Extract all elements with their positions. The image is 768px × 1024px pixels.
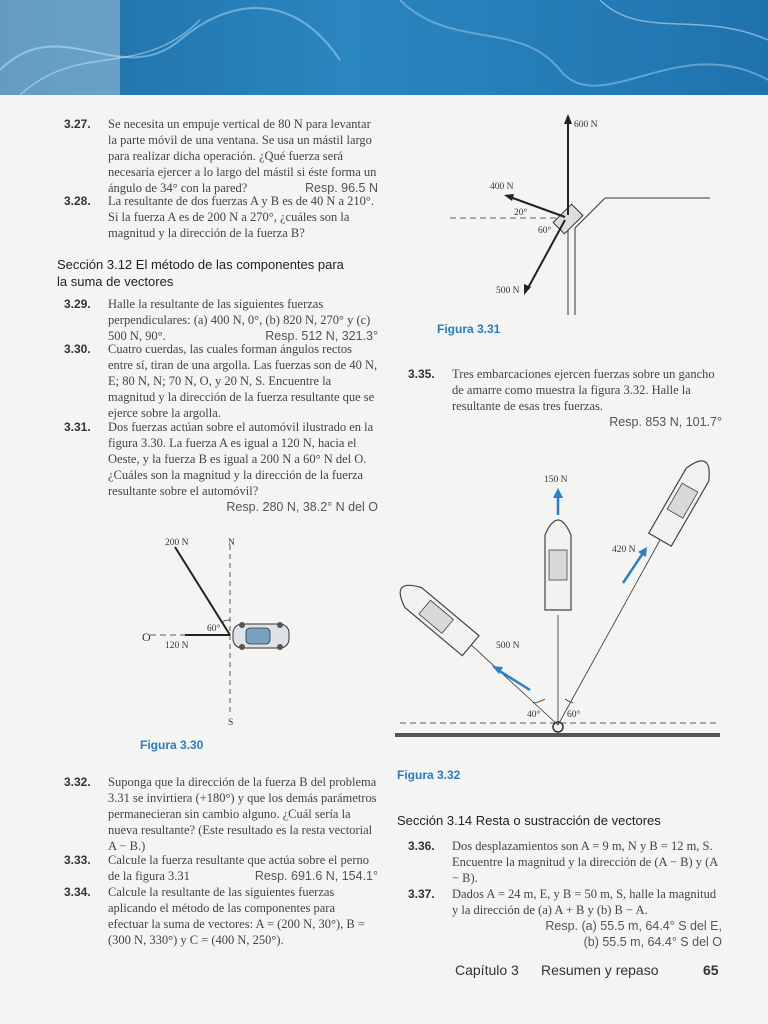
problem-number: 3.37. bbox=[408, 887, 435, 901]
problem-number: 3.30. bbox=[64, 342, 91, 356]
problem-number: 3.35. bbox=[408, 367, 435, 381]
force-label: 400 N bbox=[490, 182, 514, 192]
section-title: Sección 3.12 El método de las componentes para la suma de vectores bbox=[57, 257, 344, 289]
problem-3-31 bbox=[64, 419, 378, 515]
problem-3-33 bbox=[64, 852, 378, 884]
angle-label: 60° bbox=[567, 710, 581, 720]
decorative-swirl bbox=[0, 0, 768, 95]
problem-text: Calcule la fuerza resultante que actúa sobre el perno de la figura 3.31 bbox=[108, 853, 369, 883]
problem-3-37 bbox=[408, 886, 722, 950]
answer: Resp. 280 N, 38.2° N del O bbox=[226, 500, 378, 514]
figure-3-31-diagram bbox=[420, 110, 720, 320]
problem-text: La resultante de dos fuerzas A y B es de 40 N a 210°. Si la fuerza A es de 200 N a 270°, ¿cuáles son la magnitud y la dirección de la fuerza B? bbox=[108, 194, 375, 240]
problem-text: Dos fuerzas actúan sobre el automóvil ilustrado en la figura 3.30. La fuerza A es igual a 120 N, hacia el Oeste, y la fuerza B es igual a 200 N a 60° N del O. ¿Cuáles son la magnitud y la dirección de la fuerza resultante sobre el automóvil? bbox=[108, 420, 374, 498]
angle-label: 20° bbox=[514, 208, 528, 218]
problem-number: 3.36. bbox=[408, 839, 435, 853]
problem-number: 3.27. bbox=[64, 117, 91, 131]
section-title: Sección 3.14 Resta o sustracción de vectores bbox=[397, 813, 661, 828]
problem-text: Se necesita un empuje vertical de 80 N para levantar la parte móvil de una ventana. Se usa un mástil largo para realizar dicha operación. ¿Qué fuerza será necesaria ejercer a lo largo del mástil si éste forma un ángulo de 34° con la pared? bbox=[108, 117, 377, 195]
car-icon bbox=[233, 622, 289, 650]
section-heading bbox=[397, 812, 727, 829]
angle-label: 60° bbox=[207, 624, 221, 634]
problem-3-27 bbox=[64, 116, 378, 196]
answer: Resp. 853 N, 101.7° bbox=[609, 415, 722, 429]
problem-text: Suponga que la dirección de la fuerza B del problema 3.31 se invirtiera (+180°) y que los demás parámetros permanecieran sin cambio alguno. ¿Cuál sería la nueva resultante? (Este resultado es la resta vectorial A − B.) bbox=[108, 775, 377, 853]
answer: Resp. (a) 55.5 m, 64.4° S del E, bbox=[545, 919, 722, 933]
angle-label: 40° bbox=[527, 710, 541, 720]
problem-text: Calcule la resultante de las siguientes fuerzas aplicando el método de las componentes para efectuar la suma de vectores: A = (200 N, 30°), B = (300 N, 330°) y C = (400 N, 250°). bbox=[108, 885, 365, 947]
angle-label: 60° bbox=[538, 226, 552, 236]
force-label: 120 N bbox=[165, 641, 189, 651]
force-label: 500 N bbox=[496, 286, 520, 296]
footer-chapter: Capítulo 3 bbox=[455, 962, 519, 978]
problem-text: Cuatro cuerdas, las cuales forman ángulos rectos entre sí, tiran de una argolla. Las fuerzas son de 40 N, E; 80 N, N; 70 N, O, y 20 N, S. Encuentre la magnitud y la dirección de la fuerza resultante que se ejerce sobre la argolla. bbox=[108, 342, 378, 420]
force-label: 600 N bbox=[574, 120, 598, 130]
problem-number: 3.33. bbox=[64, 853, 91, 867]
problem-text: Dos desplazamientos son A = 9 m, N y B = 12 m, S. Encuentre la magnitud y la dirección de (A − B) y (A − B). bbox=[452, 839, 718, 885]
answer: (b) 55.5 m, 64.4° S del O bbox=[583, 935, 722, 949]
problem-number: 3.32. bbox=[64, 775, 91, 789]
problem-text: Tres embarcaciones ejercen fuerzas sobre un gancho de amarre como muestra la figura 3.32. Halle la resultante de esas tres fuerzas. bbox=[452, 367, 715, 413]
problem-number: 3.34. bbox=[64, 885, 91, 899]
figure-caption: Figura 3.30 bbox=[140, 738, 204, 752]
problem-3-34 bbox=[64, 884, 378, 948]
problem-text: Halle la resultante de las siguientes fuerzas perpendiculares: (a) 400 N, 0°, (b) 820 N, 270° y (c) 500 N, 90°. bbox=[108, 297, 371, 343]
problem-3-29 bbox=[64, 296, 378, 344]
answer: Resp. 96.5 N bbox=[305, 181, 378, 195]
section-heading bbox=[57, 256, 357, 290]
problem-number: 3.28. bbox=[64, 194, 91, 208]
boat-icon bbox=[545, 520, 571, 610]
answer: Resp. 691.6 N, 154.1° bbox=[254, 869, 378, 883]
answer: Resp. 512 N, 321.3° bbox=[265, 329, 378, 343]
boat-icon bbox=[649, 455, 717, 546]
problem-3-35 bbox=[408, 366, 722, 430]
problem-text: Dados A = 24 m, E, y B = 50 m, S, halle la magnitud y la dirección de (a) A + B y (b) B − A. bbox=[452, 887, 717, 917]
page-number: 65 bbox=[703, 962, 719, 978]
force-label: 420 N bbox=[612, 545, 636, 555]
problem-3-28 bbox=[64, 193, 378, 241]
header-banner bbox=[0, 0, 768, 95]
problem-3-36 bbox=[408, 838, 722, 886]
figure-3-30-diagram bbox=[130, 535, 330, 735]
direction-label: S bbox=[228, 718, 234, 728]
force-label: 150 N bbox=[544, 475, 568, 485]
figure-3-32-diagram bbox=[395, 455, 725, 755]
footer-title: Resumen y repaso bbox=[541, 962, 659, 978]
force-label: 500 N bbox=[496, 641, 520, 651]
figure-caption: Figura 3.31 bbox=[437, 322, 501, 336]
direction-label: O bbox=[142, 630, 151, 644]
problem-3-30 bbox=[64, 341, 378, 421]
boat-icon bbox=[395, 578, 479, 656]
problem-number: 3.31. bbox=[64, 420, 91, 434]
figure-caption: Figura 3.32 bbox=[397, 768, 461, 782]
problem-number: 3.29. bbox=[64, 297, 91, 311]
direction-label: N bbox=[228, 538, 235, 548]
problem-3-32 bbox=[64, 774, 378, 854]
force-label: 200 N bbox=[165, 538, 189, 548]
